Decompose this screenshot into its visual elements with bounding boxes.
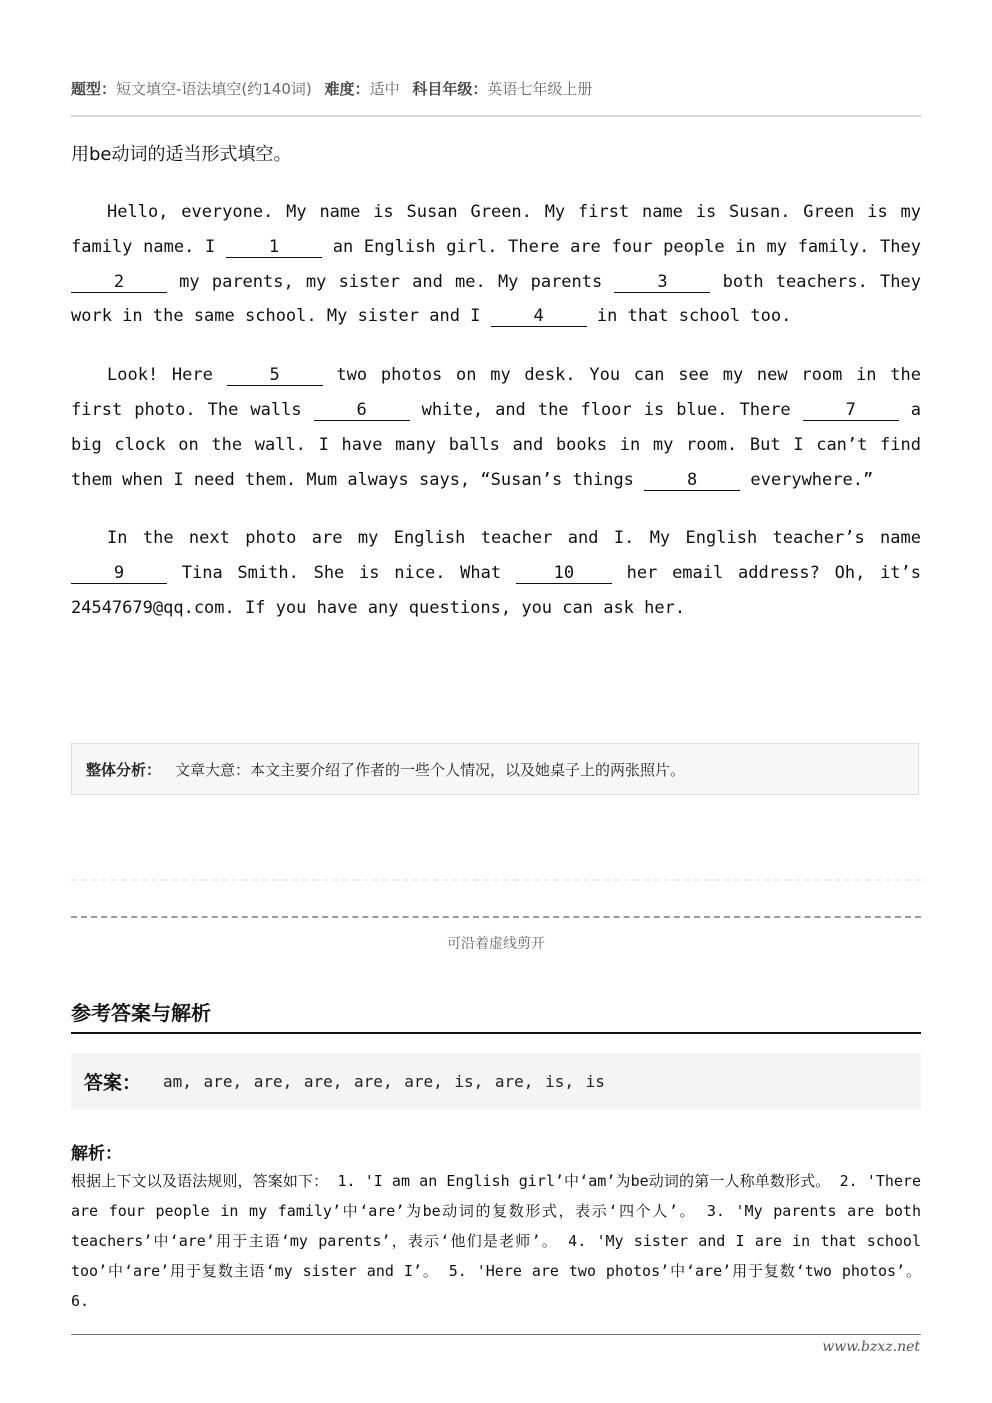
blank-7: 7: [803, 400, 899, 421]
blank-6: 6: [314, 400, 410, 421]
answer-box: [71, 1053, 921, 1110]
grade-value: 英语七年级上册: [487, 80, 593, 98]
paragraph-1: Hello, everyone. My name is Susan Green. My first name is Susan. Green is my family name. I 1 an English girl. There are four people in my family. They 2 my parents, my sister and me. My parents 3 both teachers. They work in the same school. My sister and I 4 in that school too.: [71, 202, 921, 327]
grade-label: 科目年级：: [412, 80, 488, 98]
blank-1: 1: [226, 237, 322, 258]
paragraph-2: Look! Here 5 two photos on my desk. You can see my new room in the first photo. The walls 6 white, and the floor is blue. There 7 a big clock on the wall. I have many balls and books in my room. But I can’t find them when I need them. Mum always says, “Susan’s things 8 everywhere.”: [71, 365, 921, 490]
header-divider: [71, 115, 921, 117]
answer-values: am, are, are, are, are, are, is, are, is, is: [163, 1072, 605, 1091]
answer-label: 答案：: [84, 1072, 142, 1094]
paragraph-3: In the next photo are my English teacher and I. My English teacher’s name 9 Tina Smith. She is nice. What 10 her email address? Oh, it’s 24547679@qq.com. If you have any questions, you can ask her.: [71, 528, 922, 618]
type-value: 短文填空-语法填空(约140词): [116, 80, 312, 98]
answer-section-title: 参考答案与解析: [71, 1001, 211, 1025]
analysis-label: 整体分析：: [86, 760, 162, 779]
blank-3: 3: [614, 272, 710, 293]
explanation-label: 解析：: [71, 1144, 122, 1164]
cut-note: 可沿着虚线剪开: [447, 936, 545, 952]
explanation-text: 根据上下文以及语法规则，答案如下： 1. 'I am an English girl’中‘am’为be动词的第一人称单数形式。 2. 'There are four people in my family’中‘are’为be动词的复数形式，表示‘四个人’。 3. 'My parents are both teachers’中‘are’用于主语‘my parents’，表示‘他们是老师’。 4. 'My sister and I are in that school too’中‘are’用于复数主语‘my sister and I’。 5. 'Here are two photos’中‘are’用于复数‘two photos’。 6.: [71, 1172, 921, 1310]
footer-site: www.bzxz.net: [822, 1339, 920, 1355]
instruction: 用be动词的适当形式填空。: [71, 144, 292, 165]
blank-9: 9: [71, 563, 167, 584]
analysis-text: 文章大意：本文主要介绍了作者的一些个人情况，以及她桌子上的两张照片。: [175, 760, 686, 779]
blank-4: 4: [491, 306, 587, 327]
difficulty-label: 难度：: [324, 80, 370, 98]
difficulty-value: 适中: [369, 80, 400, 98]
blank-10: 10: [516, 563, 612, 584]
blank-2: 2: [71, 272, 167, 293]
question-meta: [71, 78, 921, 99]
footer-divider: [71, 1334, 921, 1335]
blank-5: 5: [227, 365, 323, 386]
type-label: 题型：: [71, 80, 117, 98]
blank-8: 8: [644, 470, 740, 491]
overall-analysis-box: [71, 743, 919, 795]
cut-line: [71, 916, 921, 918]
faint-dashed-divider: [71, 879, 921, 881]
answer-section-divider: [71, 1032, 921, 1034]
passage: [71, 195, 921, 650]
